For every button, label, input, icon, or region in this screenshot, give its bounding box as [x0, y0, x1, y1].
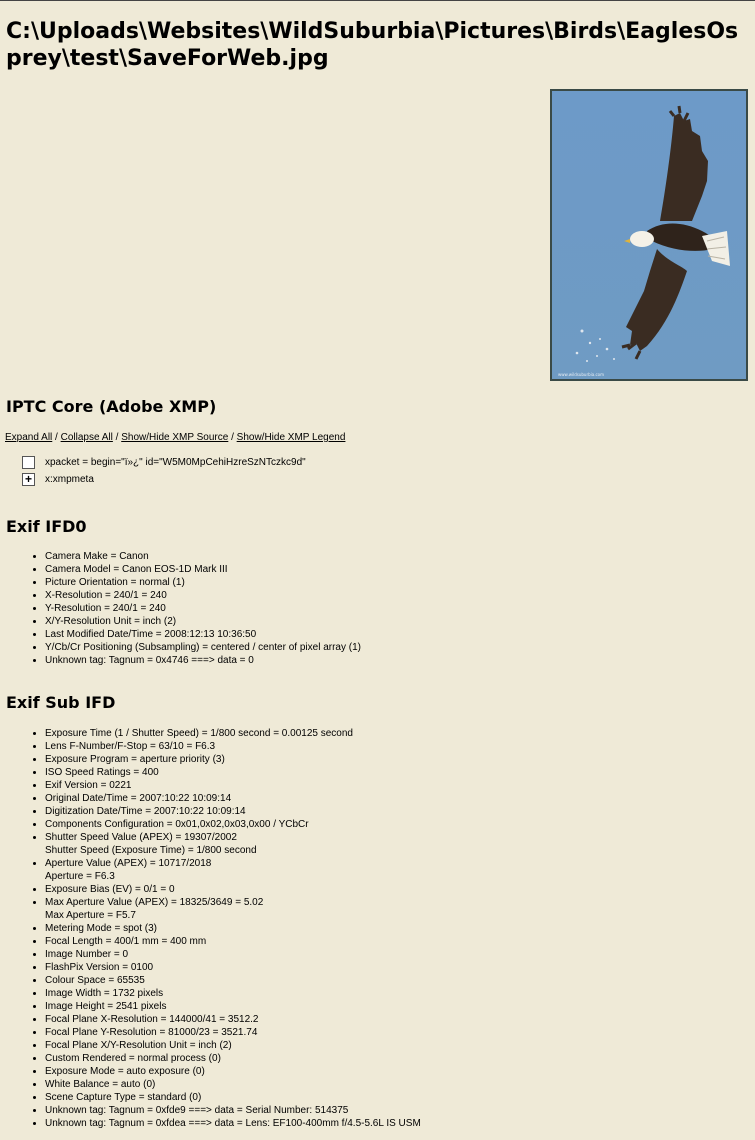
list-subline: Aperture = F6.3: [45, 871, 115, 882]
list-item: • Digitization Date/Time = 2007:10:22 10:09:14: [45, 805, 421, 818]
expand-plus-icon[interactable]: +: [22, 473, 35, 486]
list-subline: Shutter Speed (Exposure Time) = 1/800 second: [45, 845, 257, 856]
xpacket-label: xpacket = begin="ï»¿" id="W5M0MpCehiHzreSzNTczkc9d": [45, 457, 306, 468]
ifd0-list: [27, 550, 361, 667]
show-hide-xmp-source-link[interactable]: Show/Hide XMP Source: [121, 432, 229, 443]
list-item: • Focal Plane X-Resolution = 144000/41 = 3512.2: [45, 1013, 421, 1026]
list-item: • Picture Orientation = normal (1): [45, 576, 361, 589]
xmp-tree: [22, 455, 306, 487]
list-item: • Exposure Time (1 / Shutter Speed) = 1/800 second = 0.00125 second: [45, 727, 421, 740]
list-item: • Metering Mode = spot (3): [45, 922, 421, 935]
show-hide-xmp-legend-link[interactable]: Show/Hide XMP Legend: [236, 432, 346, 443]
xmpmeta-label: x:xmpmeta: [45, 474, 94, 485]
iptc-heading: IPTC Core (Adobe XMP): [6, 397, 217, 416]
list-item: • Camera Model = Canon EOS-1D Mark III: [45, 563, 361, 576]
list-item: • Components Configuration = 0x01,0x02,0x03,0x00 / YCbCr: [45, 818, 421, 831]
collapse-all-link[interactable]: Collapse All: [60, 432, 113, 443]
list-item: • Original Date/Time = 2007:10:22 10:09:14: [45, 792, 421, 805]
list-item: • Custom Rendered = normal process (0): [45, 1052, 421, 1065]
sub-ifd-list: [27, 727, 421, 1130]
list-item: • ISO Speed Ratings = 400: [45, 766, 421, 779]
list-item: • Exposure Bias (EV) = 0/1 = 0: [45, 883, 421, 896]
list-subline: Max Aperture = F5.7: [45, 910, 136, 921]
list-item: • Focal Plane X/Y-Resolution Unit = inch (2): [45, 1039, 421, 1052]
expand-all-link[interactable]: Expand All: [5, 432, 53, 443]
list-item: • X-Resolution = 240/1 = 240: [45, 589, 361, 602]
list-item: • Image Height = 2541 pixels: [45, 1000, 421, 1013]
list-item: • Image Width = 1732 pixels: [45, 987, 421, 1000]
list-item: • Camera Make = Canon: [45, 550, 361, 563]
xmp-toolbar: Expand All / Collapse All / Show/Hide XMP Source / Show/Hide XMP Legend: [5, 432, 346, 443]
list-item: • Last Modified Date/Time = 2008:12:13 10:36:50: [45, 628, 361, 641]
checkbox-icon[interactable]: [22, 456, 35, 469]
list-item: • Focal Length = 400/1 mm = 400 mm: [45, 935, 421, 948]
list-item: • Max Aperture Value (APEX) = 18325/3649 = 5.02 Max Aperture = F5.7: [45, 896, 421, 922]
exif-ifd0-heading: Exif IFD0: [6, 517, 87, 536]
list-item: • Y/Cb/Cr Positioning (Subsampling) = centered / center of pixel array (1): [45, 641, 361, 654]
image-thumbnail[interactable]: [550, 89, 748, 381]
list-item: • Exposure Program = aperture priority (3): [45, 753, 421, 766]
list-item: • Y-Resolution = 240/1 = 240: [45, 602, 361, 615]
xpacket-row: [22, 455, 306, 470]
list-item: • Shutter Speed Value (APEX) = 19307/2002 Shutter Speed (Exposure Time) = 1/800 second: [45, 831, 421, 857]
list-item: • Unknown tag: Tagnum = 0xfdea ===> data = Lens: EF100-400mm f/4.5-5.6L IS USM: [45, 1117, 421, 1130]
list-item: • Scene Capture Type = standard (0): [45, 1091, 421, 1104]
file-path-title: C:\Uploads\Websites\WildSuburbia\Pictures\Birds\EaglesOsprey\test\SaveForWeb.jpg: [6, 19, 739, 71]
exif-sub-ifd-heading: Exif Sub IFD: [6, 693, 116, 712]
list-item: • Unknown tag: Tagnum = 0xfde9 ===> data = Serial Number: 514375: [45, 1104, 421, 1117]
xmpmeta-row: [22, 472, 306, 487]
eagle-photo: [552, 91, 746, 379]
list-item: • Colour Space = 65535: [45, 974, 421, 987]
watermark-text: www.wildsuburbia.com: [558, 372, 605, 377]
list-item: • Unknown tag: Tagnum = 0x4746 ===> data = 0: [45, 654, 361, 667]
list-item: • White Balance = auto (0): [45, 1078, 421, 1091]
list-item: • Aperture Value (APEX) = 10717/2018 Aperture = F6.3: [45, 857, 421, 883]
list-item: • Focal Plane Y-Resolution = 81000/23 = 3521.74: [45, 1026, 421, 1039]
list-item: • Lens F-Number/F-Stop = 63/10 = F6.3: [45, 740, 421, 753]
list-item: • Exposure Mode = auto exposure (0): [45, 1065, 421, 1078]
list-item: • Image Number = 0: [45, 948, 421, 961]
list-item: • FlashPix Version = 0100: [45, 961, 421, 974]
list-item: • X/Y-Resolution Unit = inch (2): [45, 615, 361, 628]
list-item: • Exif Version = 0221: [45, 779, 421, 792]
